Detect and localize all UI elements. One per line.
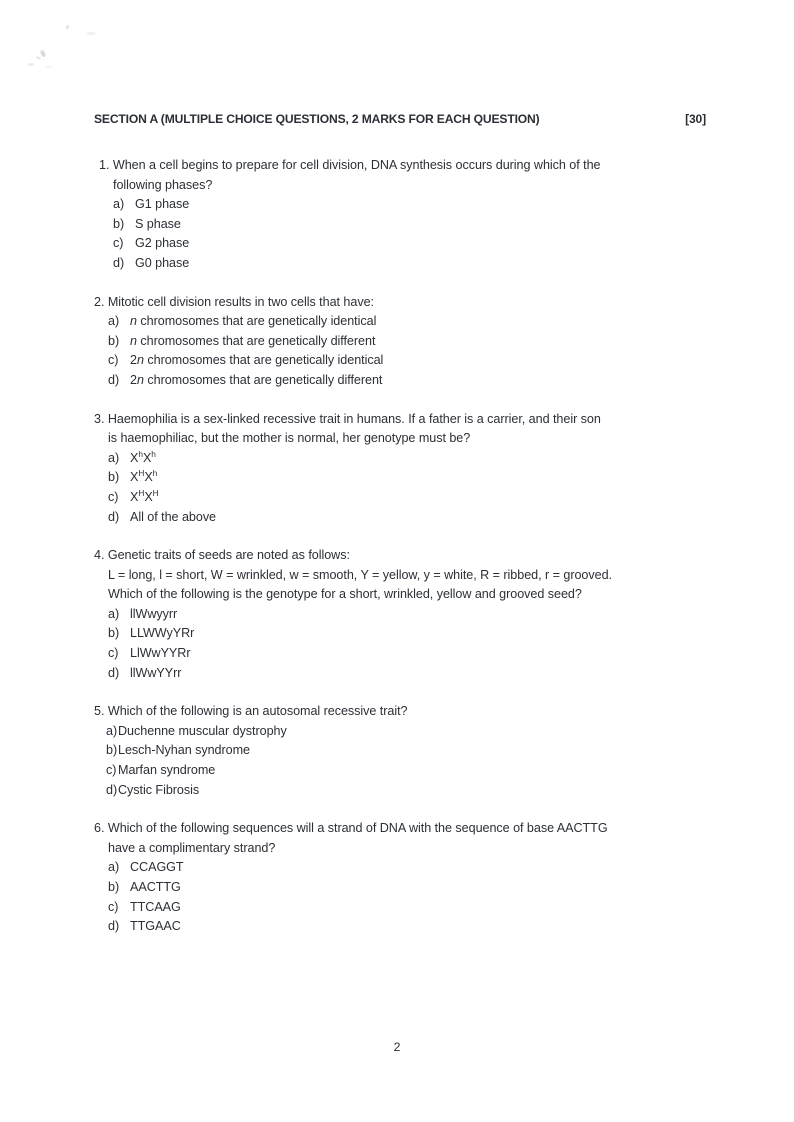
- question-2: [94, 293, 706, 391]
- question-1-options: [99, 195, 706, 273]
- question-4-stem: [94, 546, 706, 605]
- option-b[interactable]: [94, 741, 706, 761]
- question-2-stem: [94, 293, 706, 313]
- question-3-text-cont: is haemophiliac, but the mother is normal, her genotype must be?: [108, 431, 471, 446]
- option-b[interactable]: [94, 468, 706, 488]
- option-b-genotype: $X^HX^h$: [130, 468, 158, 485]
- question-5-number: 5.: [94, 704, 105, 719]
- option-c[interactable]: [94, 488, 706, 508]
- question-6-text: Which of the following sequences will a strand of DNA with the sequence of base AACTTG: [107, 821, 608, 836]
- option-d[interactable]: [94, 917, 706, 937]
- page-number: 2: [393, 1040, 401, 1054]
- option-d-text: G0 phase: [135, 255, 190, 270]
- option-a-text: CCAGGT: [130, 860, 184, 875]
- option-b-letter: b): [113, 216, 125, 231]
- question-3-stem: [94, 410, 706, 449]
- option-c-text: 2n chromosomes that are genetically identical: [130, 353, 384, 368]
- option-b-letter: b): [108, 470, 120, 485]
- option-b-letter: b): [106, 743, 118, 758]
- option-b-text: n chromosomes that are genetically different: [130, 333, 376, 348]
- option-d-text: 2n chromosomes that are genetically different: [130, 372, 383, 387]
- option-d-letter: d): [106, 782, 118, 797]
- option-b-text: LLWWyYRr: [130, 626, 195, 641]
- option-c[interactable]: [94, 898, 706, 918]
- allele-symbol: n: [130, 333, 137, 348]
- option-d[interactable]: [94, 781, 706, 801]
- option-d[interactable]: [94, 508, 706, 528]
- option-a-text: n chromosomes that are genetically identical: [130, 314, 377, 329]
- question-6-text-cont: have a complimentary strand?: [108, 840, 276, 855]
- option-c-letter: c): [108, 489, 119, 504]
- scan-artifact-speck: [36, 56, 41, 60]
- option-a-letter: a): [108, 606, 120, 621]
- scan-artifact-speck: [65, 25, 69, 30]
- option-b-letter: b): [108, 333, 120, 348]
- option-c[interactable]: [94, 644, 706, 664]
- option-d[interactable]: [94, 371, 706, 391]
- option-a-text: Duchenne muscular dystrophy: [118, 723, 287, 738]
- option-c-letter: c): [108, 353, 119, 368]
- option-b[interactable]: [94, 332, 706, 352]
- option-d-letter: d): [108, 665, 120, 680]
- question-3-text: Haemophilia is a sex-linked recessive trait in humans. If a father is a carrier, and their son: [107, 411, 601, 426]
- option-a[interactable]: [94, 312, 706, 332]
- question-4-text: Genetic traits of seeds are noted as follows:: [107, 548, 350, 563]
- question-2-number: 2.: [94, 294, 105, 309]
- allele-symbol: n: [136, 353, 144, 368]
- question-2-options: [94, 312, 706, 390]
- option-a-letter: a): [113, 197, 125, 212]
- question-5-options: [94, 722, 706, 800]
- question-4-trait-key: L = long, l = short, W = wrinkled, w = smooth, Y = yellow, y = white, R = ribbed, r = grooved.: [108, 567, 612, 582]
- option-d[interactable]: [99, 254, 706, 274]
- question-5-stem: [94, 702, 706, 722]
- option-a[interactable]: [94, 722, 706, 742]
- scan-artifact-smudge: [40, 49, 47, 57]
- option-c-letter: c): [108, 646, 119, 661]
- option-d-text: All of the above: [130, 509, 217, 524]
- option-d-letter: d): [108, 509, 120, 524]
- option-b-text: S phase: [135, 216, 181, 231]
- option-d-text: llWwYYrr: [130, 665, 182, 680]
- option-b[interactable]: [94, 624, 706, 644]
- question-6-options: [94, 858, 706, 936]
- question-3: [94, 410, 706, 528]
- allele-symbol: n: [130, 314, 137, 329]
- option-d-letter: d): [113, 255, 125, 270]
- scan-artifact-speck: [28, 63, 34, 66]
- question-4-options: [94, 605, 706, 683]
- option-c-text: LlWwYYRr: [130, 646, 191, 661]
- question-5-text: Which of the following is an autosomal recessive trait?: [107, 704, 408, 719]
- question-4-text-cont: Which of the following is the genotype for a short, wrinkled, yellow and grooved seed?: [108, 587, 582, 602]
- option-a-letter: a): [108, 450, 120, 465]
- question-3-number: 3.: [94, 411, 105, 426]
- option-b-letter: b): [108, 880, 120, 894]
- option-a[interactable]: [94, 605, 706, 625]
- section-header: [94, 112, 706, 126]
- option-a[interactable]: [99, 195, 706, 215]
- question-1-text-cont: following phases?: [113, 177, 213, 192]
- question-6: [94, 819, 706, 937]
- option-a[interactable]: [94, 449, 706, 469]
- exam-content: [94, 112, 706, 937]
- allele-symbol: n: [136, 372, 144, 387]
- question-4: [94, 546, 706, 683]
- option-c-letter: c): [113, 236, 124, 251]
- option-a-text: G1 phase: [135, 197, 190, 212]
- option-c[interactable]: [94, 351, 706, 371]
- option-d-text: TTGAAC: [130, 919, 181, 934]
- scan-artifact-speck: [45, 66, 52, 68]
- scan-artifact-speck: [86, 32, 95, 35]
- question-1-stem: [99, 156, 706, 195]
- section-marks: [30]: [685, 112, 706, 126]
- option-b-text: AACTTG: [130, 880, 181, 894]
- option-b[interactable]: [94, 878, 706, 898]
- option-c-text: TTCAAG: [130, 899, 181, 914]
- option-c-text: G2 phase: [135, 236, 190, 251]
- question-1-text: When a cell begins to prepare for cell division, DNA synthesis occurs during which of the: [112, 158, 601, 172]
- option-a-text: llWwyyrr: [130, 606, 178, 621]
- option-c-genotype: $X^HX^H$: [130, 487, 159, 504]
- option-a-letter: a): [108, 314, 120, 329]
- option-c-text: Marfan syndrome: [118, 763, 216, 778]
- option-a[interactable]: [94, 858, 706, 878]
- section-title: SECTION A (MULTIPLE CHOICE QUESTIONS, 2 MARKS FOR EACH QUESTION): [94, 112, 540, 126]
- option-c-letter: c): [106, 763, 117, 778]
- option-d-letter: d): [108, 372, 120, 387]
- option-c[interactable]: [99, 234, 706, 254]
- option-a-letter: a): [106, 723, 118, 738]
- question-4-number: 4.: [94, 548, 105, 563]
- option-d-text: Cystic Fibrosis: [118, 782, 200, 797]
- option-a-letter: a): [108, 860, 120, 875]
- option-a-genotype: $X^hX^h$: [130, 448, 156, 465]
- question-3-options: [94, 449, 706, 527]
- question-2-text: Mitotic cell division results in two cells that have:: [107, 294, 374, 309]
- option-b[interactable]: [99, 215, 706, 235]
- option-b-text: Lesch-Nyhan syndrome: [118, 743, 250, 758]
- option-d-letter: d): [108, 919, 120, 934]
- question-6-number: 6.: [94, 821, 105, 836]
- option-c-letter: c): [108, 899, 119, 914]
- option-b-letter: b): [108, 626, 120, 641]
- question-5: [94, 702, 706, 800]
- question-1-number: 1.: [99, 158, 110, 172]
- question-1: [94, 156, 706, 274]
- option-d[interactable]: [94, 664, 706, 684]
- question-6-stem: [94, 819, 706, 858]
- option-c[interactable]: [94, 761, 706, 781]
